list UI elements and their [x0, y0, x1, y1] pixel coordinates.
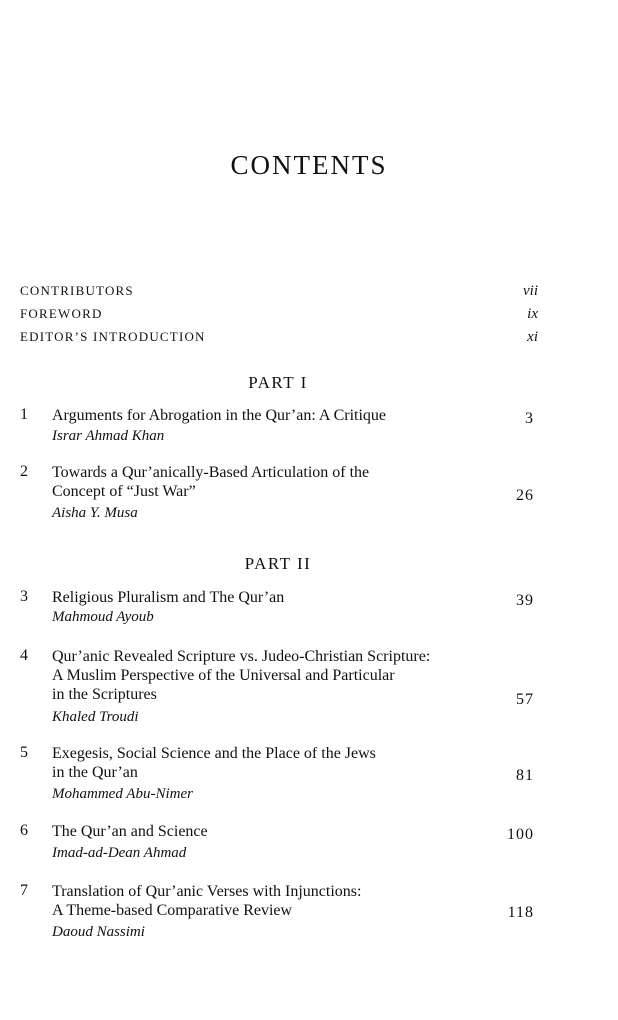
- front-matter-page: vii: [523, 283, 538, 299]
- chapter-page: 57: [516, 691, 534, 708]
- chapter-title: [52, 822, 492, 841]
- chapter-title-line: Concept of “Just War”: [52, 483, 196, 500]
- chapter-page: 81: [516, 767, 534, 784]
- chapter-title: [52, 588, 492, 607]
- part-heading: PART II: [244, 554, 312, 573]
- chapter-page: 3: [525, 410, 534, 427]
- chapter-author: Daoud Nassimi: [52, 924, 145, 940]
- chapter-number: 6: [20, 822, 28, 839]
- front-matter-label: EDITOR’S INTRODUCTION: [20, 329, 206, 344]
- chapter-title: [52, 882, 492, 920]
- front-matter-page: ix: [527, 306, 538, 322]
- chapter-page: 100: [507, 826, 534, 843]
- chapter-number: 7: [20, 882, 28, 899]
- chapter-title-line: Exegesis, Social Science and the Place of the Jews: [52, 745, 376, 762]
- chapter-number: 4: [20, 647, 28, 664]
- chapter-author: Mahmoud Ayoub: [52, 609, 154, 625]
- chapter-page: 118: [507, 904, 534, 921]
- chapter-number: 5: [20, 744, 28, 761]
- chapter-title-line: Towards a Qur’anically-Based Articulation of the: [52, 464, 370, 481]
- chapter-title-line: Qur’anic Revealed Scripture vs. Judeo-Christian Scripture:: [52, 648, 431, 665]
- chapter-title-line: A Theme-based Comparative Review: [52, 902, 293, 919]
- chapter-page: 26: [516, 487, 534, 504]
- chapter-title-line: Religious Pluralism and The Qur’an: [52, 589, 285, 606]
- page-title: CONTENTS: [230, 150, 388, 180]
- chapter-title-line: in the Qur’an: [52, 764, 138, 781]
- chapter-author: Mohammed Abu-Nimer: [52, 786, 193, 802]
- chapter-title-line: A Muslim Perspective of the Universal and Particular: [52, 667, 395, 684]
- chapter-number: 2: [20, 463, 28, 480]
- chapter-title-line: Translation of Qur’anic Verses with Injunctions:: [52, 883, 362, 900]
- front-matter-page: xi: [527, 329, 538, 345]
- chapter-author: Imad-ad-Dean Ahmad: [52, 845, 187, 861]
- chapter-author: Aisha Y. Musa: [52, 505, 138, 521]
- chapter-author: Khaled Troudi: [52, 709, 139, 725]
- chapter-title-line: in the Scriptures: [52, 686, 157, 703]
- chapter-author: Israr Ahmad Khan: [52, 428, 165, 444]
- chapter-title: [52, 463, 492, 501]
- chapter-title: [52, 744, 492, 782]
- front-matter-label: CONTRIBUTORS: [20, 283, 134, 298]
- chapter-title: [52, 647, 492, 704]
- part-heading: PART I: [248, 373, 308, 392]
- chapter-page: 39: [516, 592, 534, 609]
- chapter-title: [52, 406, 492, 425]
- front-matter-label: FOREWORD: [20, 306, 103, 321]
- chapter-number: 1: [20, 406, 28, 423]
- chapter-title-line: The Qur’an and Science: [52, 823, 208, 840]
- chapter-number: 3: [20, 588, 28, 605]
- chapter-title-line: Arguments for Abrogation in the Qur’an: A Critique: [52, 407, 387, 424]
